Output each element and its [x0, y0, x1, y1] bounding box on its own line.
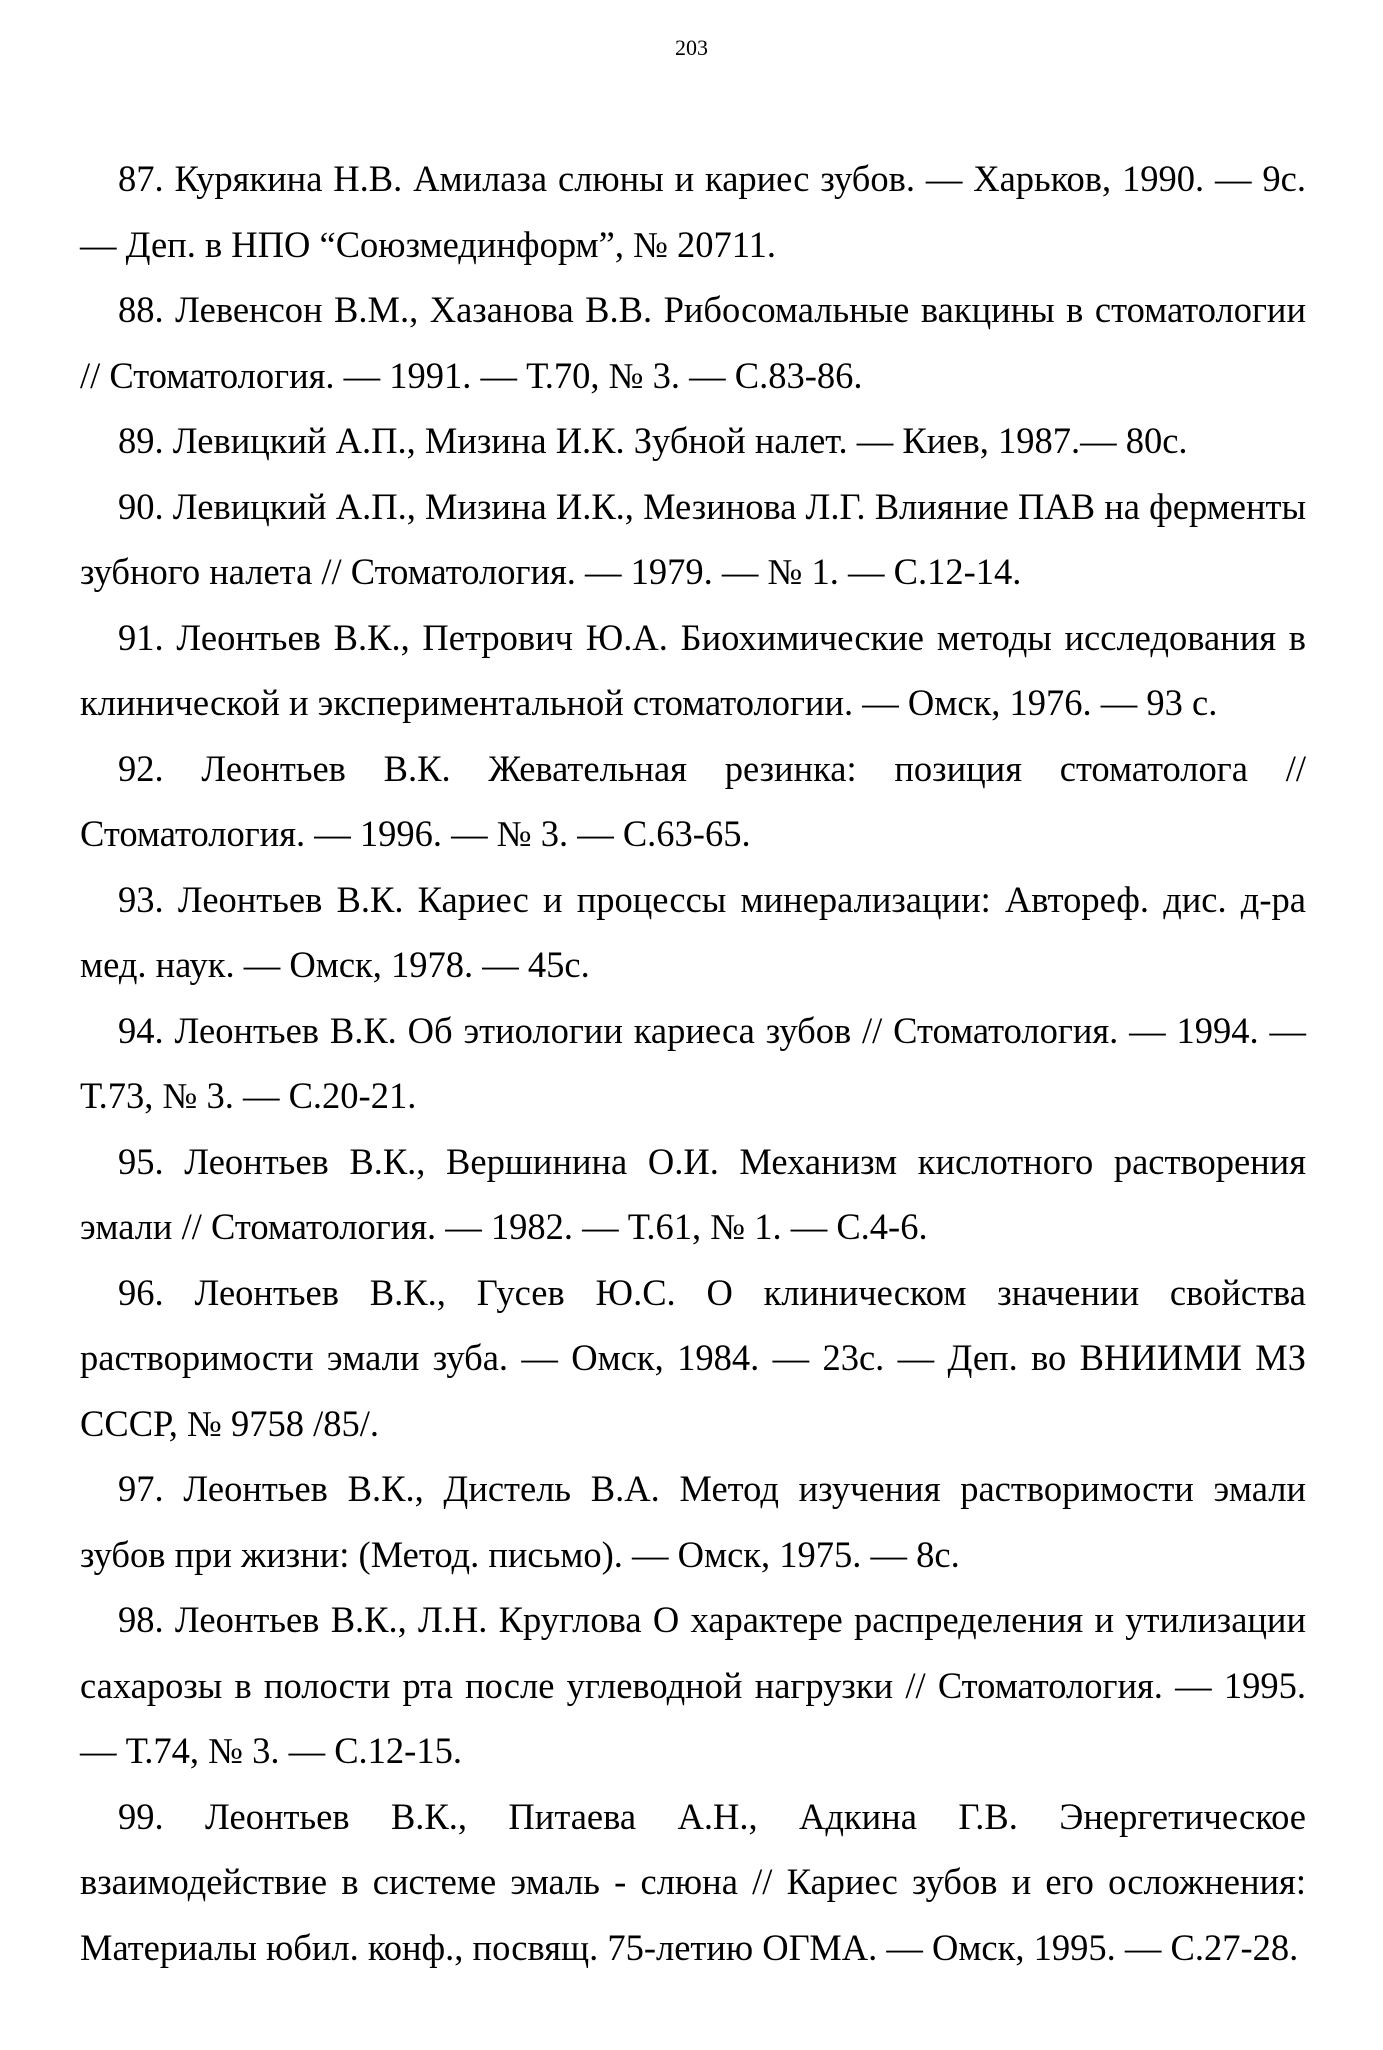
reference-item: 92. Леонтьев В.К. Жевательная резинка: позиция стоматолога // Стоматология. — 1996. — № 3. — С.63-65. [80, 747, 1306, 854]
reference-list [80, 146, 1306, 1980]
reference-item: 90. Левицкий А.П., Мизина И.К., Мезинова Л.Г. Влияние ПАВ на ферменты зубного налета // Стоматология. — 1979. — № 1. — С.12-14. [80, 485, 1306, 592]
reference-item: 89. Левицкий А.П., Мизина И.К. Зубной налет. — Киев, 1987.— 80с. [118, 420, 1188, 461]
reference-item: 98. Леонтьев В.К., Л.Н. Круглова О характере распределения и утилизации сахарозы в полости рта после углеводной нагрузки // Стоматология. — 1995. — Т.74, № 3. — С.12-15. [80, 1599, 1306, 1771]
reference-item: 97. Леонтьев В.К., Дистель В.А. Метод изучения растворимости эмали зубов при жизни: (Метод. письмо). — Омск, 1975. — 8с. [80, 1468, 1306, 1575]
reference-item: 99. Леонтьев В.К., Питаева А.Н., Адкина Г.В. Энергетическое взаимодействие в системе эмаль - слюна // Кариес зубов и его осложнения: Материалы юбил. конф., посвящ. 75-летию ОГМА. — Омск, 1995. — С.27-28. [80, 1795, 1306, 1968]
reference-item: 88. Левенсон В.М., Хазанова В.В. Рибосомальные вакцины в стоматологии // Стоматология. — 1991. — Т.70, № 3. — С.83-86. [80, 289, 1306, 396]
reference-item: 95. Леонтьев В.К., Вершинина О.И. Механизм кислотного растворения эмали // Стоматология. — 1982. — Т.61, № 1. — С.4-6. [80, 1140, 1306, 1247]
reference-item: 87. Курякина Н.В. Амилаза слюны и кариес зубов. — Харьков, 1990. — 9с. — Деп. в НПО “Союзмединформ”, № 20711. [80, 158, 1306, 265]
page-number: 203 [675, 35, 708, 60]
reference-item: 91. Леонтьев В.К., Петрович Ю.А. Биохимические методы исследования в клинической и экспериментальной стоматологии. — Омск, 1976. — 93 с. [80, 616, 1306, 723]
reference-item: 93. Леонтьев В.К. Кариес и процессы минерализации: Автореф. дис. д-ра мед. наук. — Омск, 1978. — 45с. [80, 878, 1306, 985]
reference-item: 94. Леонтьев В.К. Об этиологии кариеса зубов // Стоматология. — 1994. — Т.73, № 3. — С.20-21. [80, 1009, 1306, 1116]
reference-item: 96. Леонтьев В.К., Гусев Ю.С. О клиническом значении свойства растворимости эмали зуба. — Омск, 1984. — 23с. — Деп. во ВНИИМИ МЗ СССР, № 9758 /85/. [80, 1271, 1306, 1444]
